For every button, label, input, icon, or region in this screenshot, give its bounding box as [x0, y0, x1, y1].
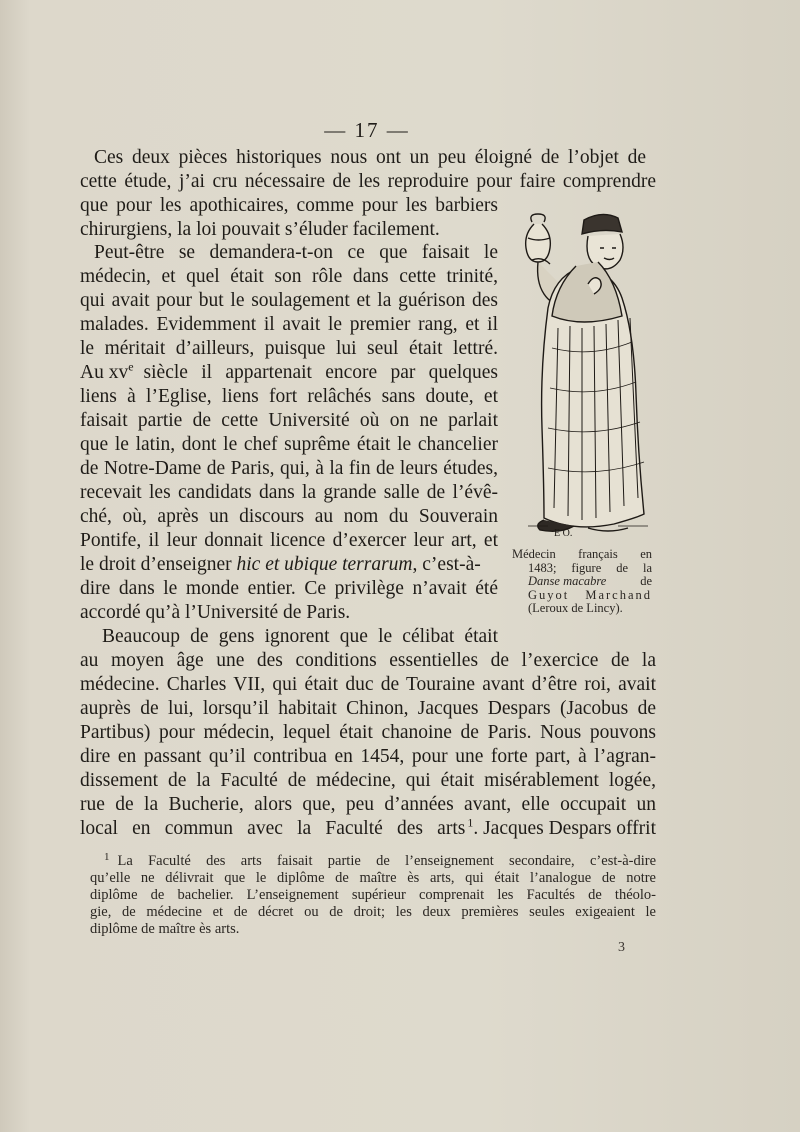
text-line: cette étude, j’ai cru nécessaire de les reproduire pour faire comprendre [80, 171, 656, 192]
text-fragment [80, 817, 465, 841]
text-line: que le latin, dont le chef suprême était le chancelier [80, 434, 498, 455]
text-line: le méritait d’ailleurs, puisque lui seul était lettré. [80, 338, 498, 359]
text-line: auprès de lui, lorsqu’il habitait Chinon, Jacques Despars (Jacobus de [80, 698, 656, 719]
text-line: dire dans le monde entier. Ce privilège n’avait été [80, 578, 498, 599]
text-fragment [467, 817, 656, 841]
footnote-line: gie, de médecine et de décret ou de droit; les deux premières seules exigeaient le [90, 904, 656, 920]
text-line [80, 361, 498, 385]
text-line: médecine. Charles VII, qui était duc de Touraine avant d’être roi, avait [80, 674, 656, 695]
caption-title: Danse macabre [528, 574, 607, 588]
text-line: Ces deux pièces historiques nous ont un peu éloigné de l’objet de [94, 147, 646, 168]
text-line: recevait les candidats dans la grande salle de l’évê- [80, 482, 498, 503]
text-line: dire en passant qu’il contribua en 1454, pour une forte part, à l’agran- [80, 746, 656, 767]
text-line: au moyen âge une des conditions essentielles de l’exercice de la [80, 650, 656, 671]
text-line: médecin, et quel était son rôle dans cette trinité, [80, 266, 498, 287]
text-line [80, 817, 656, 841]
text-line: chirurgiens, la loi pouvait s’éluder facilement. [80, 219, 440, 240]
text-fragment: le droit d’enseigner [80, 554, 237, 575]
text-fragment: , c’est-à- [412, 554, 481, 575]
caption-line [512, 575, 652, 589]
engraver-mark: E O. [554, 528, 573, 538]
text-fragment: Au xv [80, 362, 129, 383]
text-line: malades. Evidemment il avait le premier rang, et il [80, 314, 498, 335]
text-fragment [80, 361, 134, 385]
text-line: Peut-être se demandera-t-on ce que faisait le [94, 242, 498, 263]
text-line: liens à l’Eglise, liens fort relâchés sans doute, et [80, 386, 498, 407]
footnote-line: diplôme de bachelier. L’enseignement supérieur comprenait les Facultés de théolo- [90, 887, 656, 903]
text-line: de Notre-Dame de Paris, qui, à la fin de leurs études, [80, 458, 498, 479]
text-fragment: siècle il appartenait encore par quelques [143, 362, 498, 383]
text-line: faisait partie de cette Université où on ne parlait [80, 410, 498, 431]
text-line: ché, où, après un discours au nom du Souverain [80, 506, 498, 527]
text-line: accordé qu’à l’Université de Paris. [80, 602, 351, 623]
text-line: qui avait pour but le soulagement et la guérison des [80, 290, 498, 311]
text-fragment: . Jacques Despars offrit [473, 818, 656, 839]
figure-caption [512, 548, 652, 616]
superscript: e [128, 359, 134, 374]
text-line: Pontife, il leur donnait licence d’exercer leur art, et [80, 530, 498, 551]
caption-line: Médecin français en [512, 547, 652, 561]
signature-mark: 3 [618, 940, 625, 955]
footnote-line: qu’elle ne délivrait que le diplôme de maître ès arts, qui était l’analogue de notre [90, 870, 656, 886]
text-line: rue de la Bucherie, alors que, peu d’années avant, elle occupait un [80, 794, 656, 815]
page-number: — 17 — [324, 118, 410, 142]
latin-phrase: hic et ubique terrarum [236, 554, 413, 575]
footnote-marker: 1 [104, 851, 110, 863]
footnote-line [104, 853, 656, 870]
footnote-reference: 1 [467, 815, 474, 830]
text-line: Beaucoup de gens ignorent que le célibat était [102, 626, 498, 647]
text-line [80, 553, 498, 577]
footnote-text: La Faculté des arts faisait partie de l’enseignement secondaire, c’est-à-dire [117, 853, 656, 869]
text-line: Partibus) pour médecin, lequel était chanoine de Paris. Nous pouvons [80, 722, 656, 743]
physician-woodcut [518, 208, 656, 538]
caption-line: 1483; figure de la [528, 560, 652, 575]
physician-illustration [518, 208, 656, 538]
text-line: dissement de la Faculté de médecine, qui était misérablement logée, [80, 770, 656, 791]
footnote-line: diplôme de maître ès arts. [90, 921, 240, 937]
caption-text: de [640, 574, 652, 588]
caption-line: Guyot Marchand [528, 587, 652, 602]
text-line: que pour les apothicaires, comme pour les barbiers [80, 195, 498, 216]
caption-line: (Leroux de Lincy). [528, 601, 623, 615]
text-fragment: local en commun avec la Faculté des arts [80, 818, 466, 839]
